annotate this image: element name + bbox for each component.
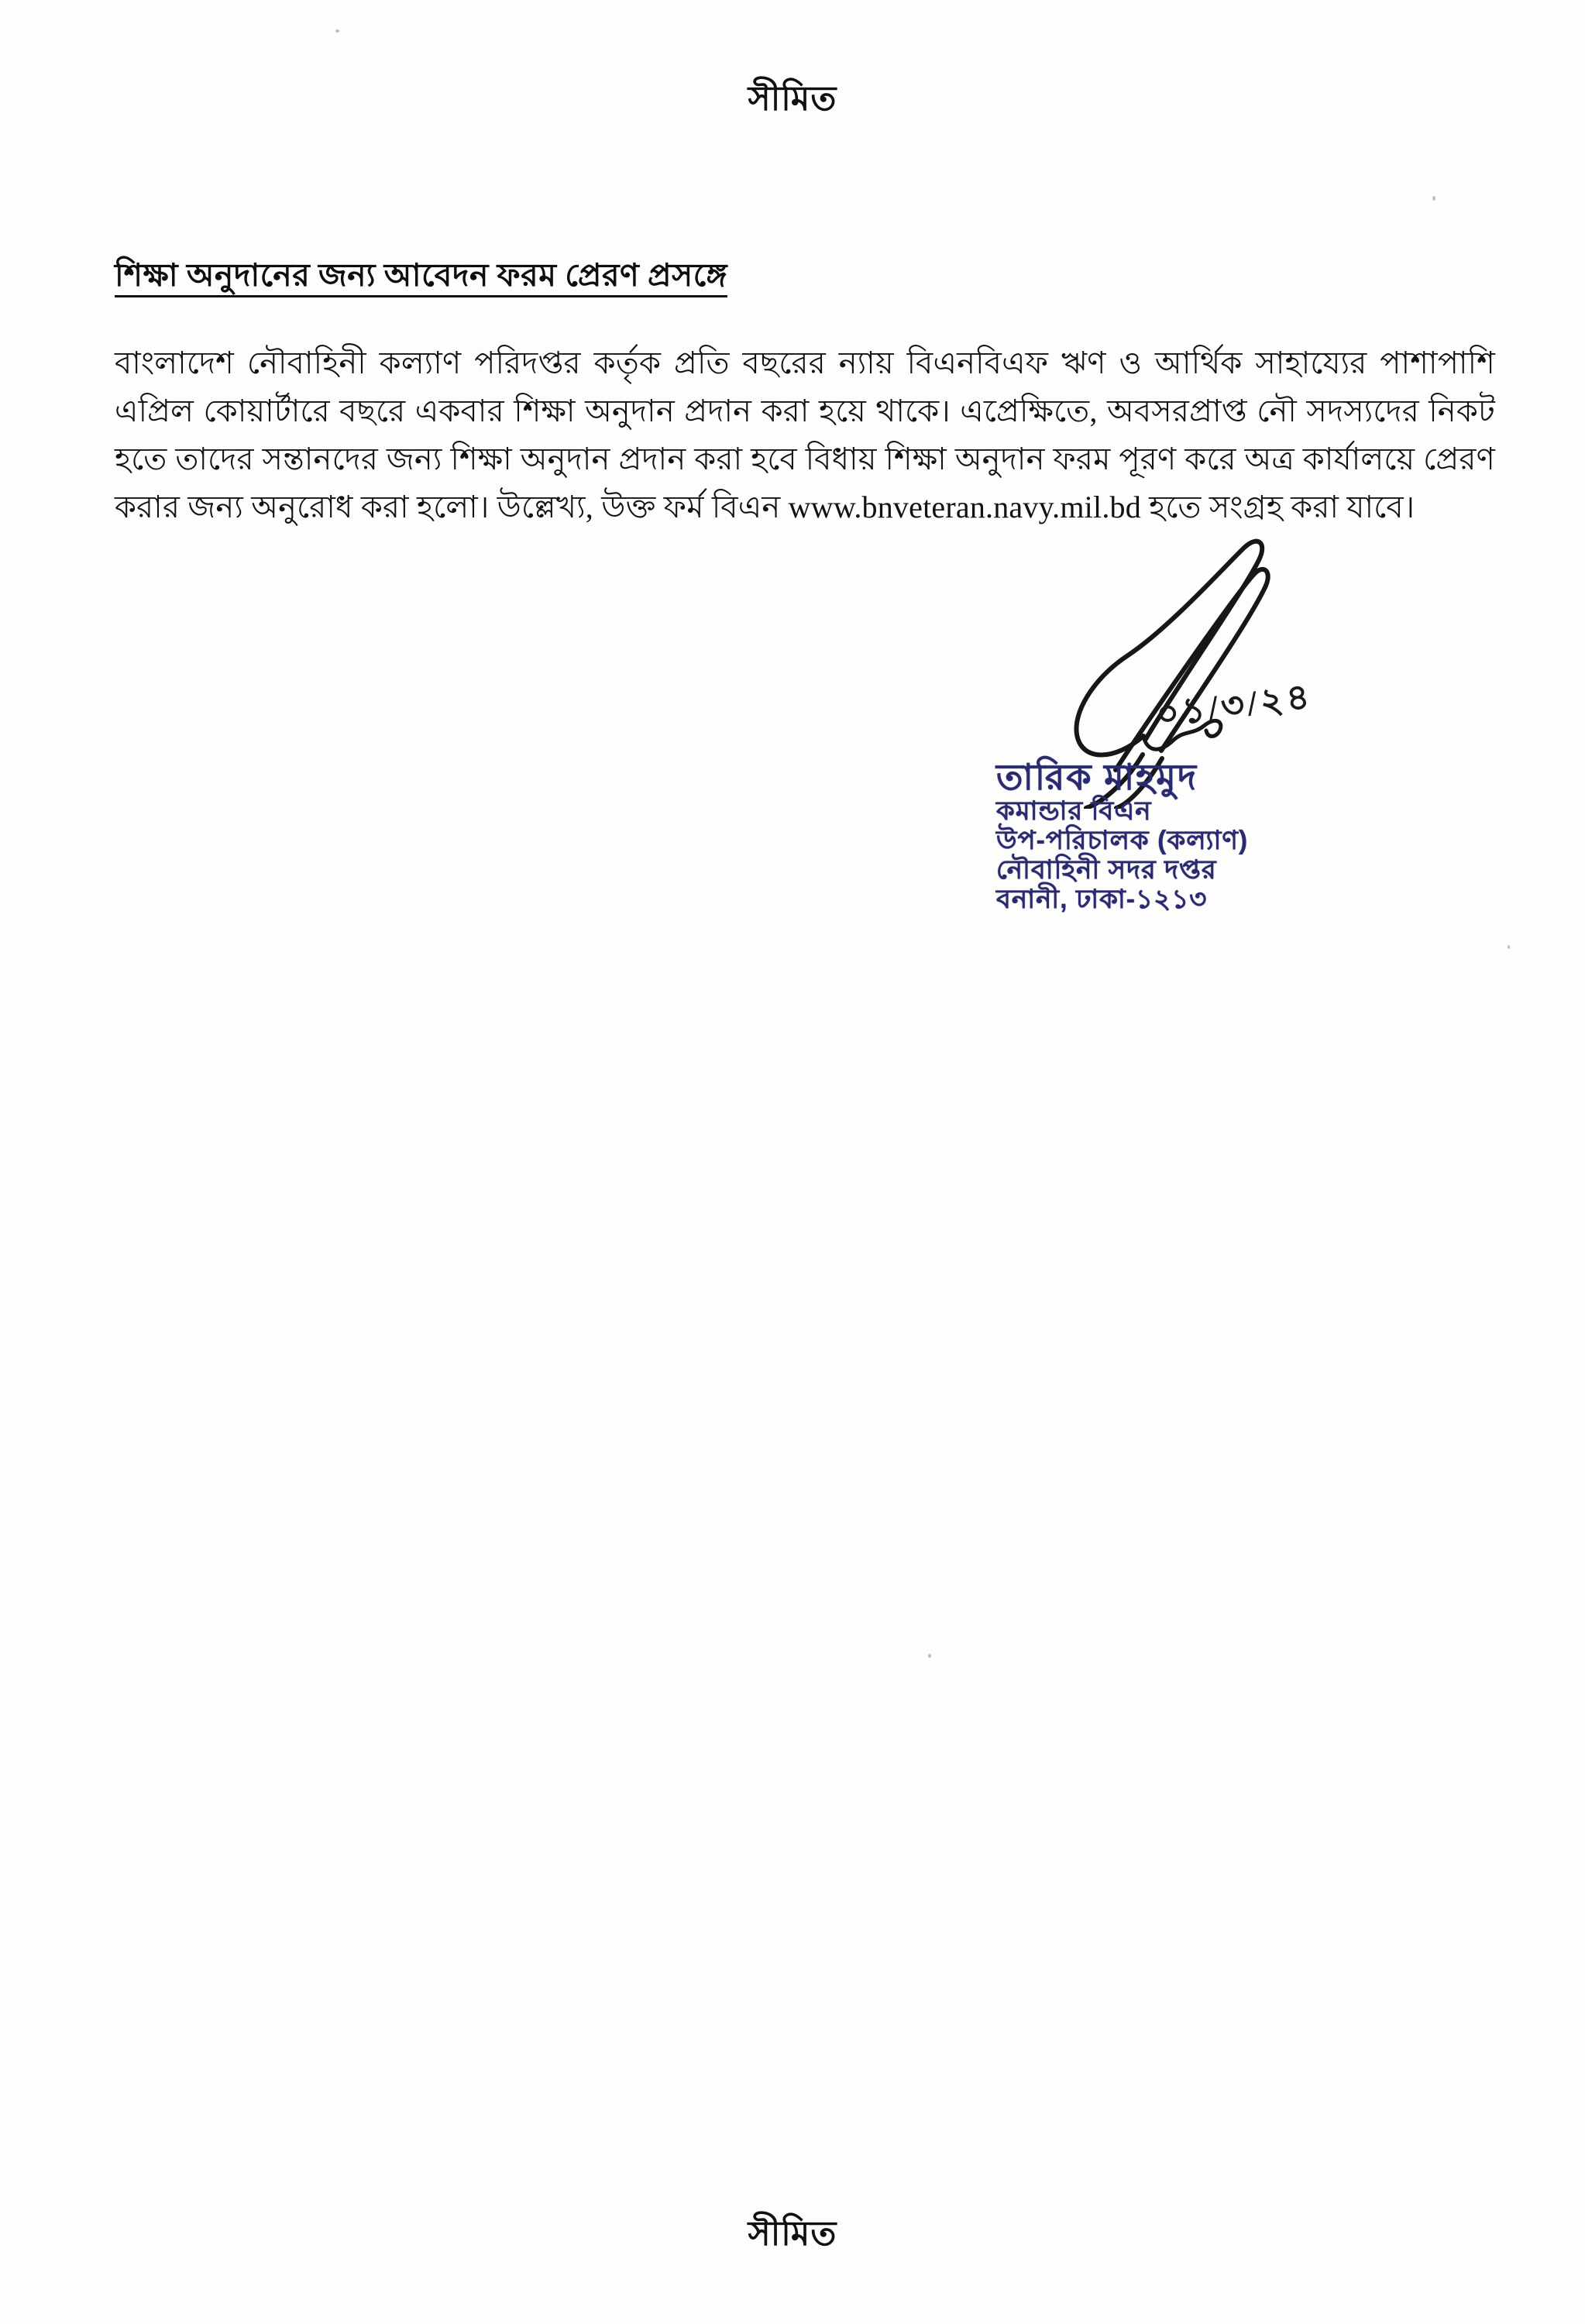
signatory-organization: নৌবাহিনী সদর দপ্তর: [996, 855, 1217, 885]
classification-marking-top: সীমিত: [748, 80, 837, 118]
signatory-address: বনানী, ঢাকা-১২১৩: [996, 885, 1208, 914]
classification-marking-bottom: সীমিত: [748, 2215, 837, 2253]
signature-stamp-block: [996, 758, 1248, 914]
signatory-title: উপ-পরিচালক (কল্যাণ): [996, 826, 1249, 855]
scan-speck: [1432, 196, 1435, 201]
signatory-name: তারিক মাহমুদ: [996, 757, 1198, 797]
subject-heading: শিক্ষা অনুদানের জন্য আবেদন ফরম প্রেরণ প্রসঙ্গে: [115, 257, 727, 293]
handwritten-date: ০১/৩/২৪: [1154, 676, 1315, 735]
body-paragraph: বাংলাদেশ নৌবাহিনী কল্যাণ পরিদপ্তর কর্তৃক প্রতি বছরের ন্যায় বিএনবিএফ ঋণ ও আর্থিক সাহায্যের পাশাপাশি এপ্রিল কোয়ার্টারে বছরে একবার শিক্ষা অনুদান প্রদান করা হয়ে থাকে। এপ্রেক্ষিতে, অবসরপ্রাপ্ত নৌ সদস্যদের নিকট হতে তাদের সন্তানদের জন্য শিক্ষা অনুদান প্রদান করা হবে বিধায় শিক্ষা অনুদান ফরম পূরণ করে অত্র কার্যালয়ে প্রেরণ করার জন্য অনুরোধ করা হলো। উল্লেখ্য, উক্ত ফর্ম বিএন www.bnveteran.navy.mil.bd হতে সংগ্রহ করা যাবে।: [115, 346, 1495, 524]
signatory-rank: কমান্ডার বিএন: [996, 796, 1152, 826]
scan-speck: [928, 1654, 931, 1658]
scan-speck: [335, 29, 339, 33]
scan-speck: [1508, 945, 1510, 949]
